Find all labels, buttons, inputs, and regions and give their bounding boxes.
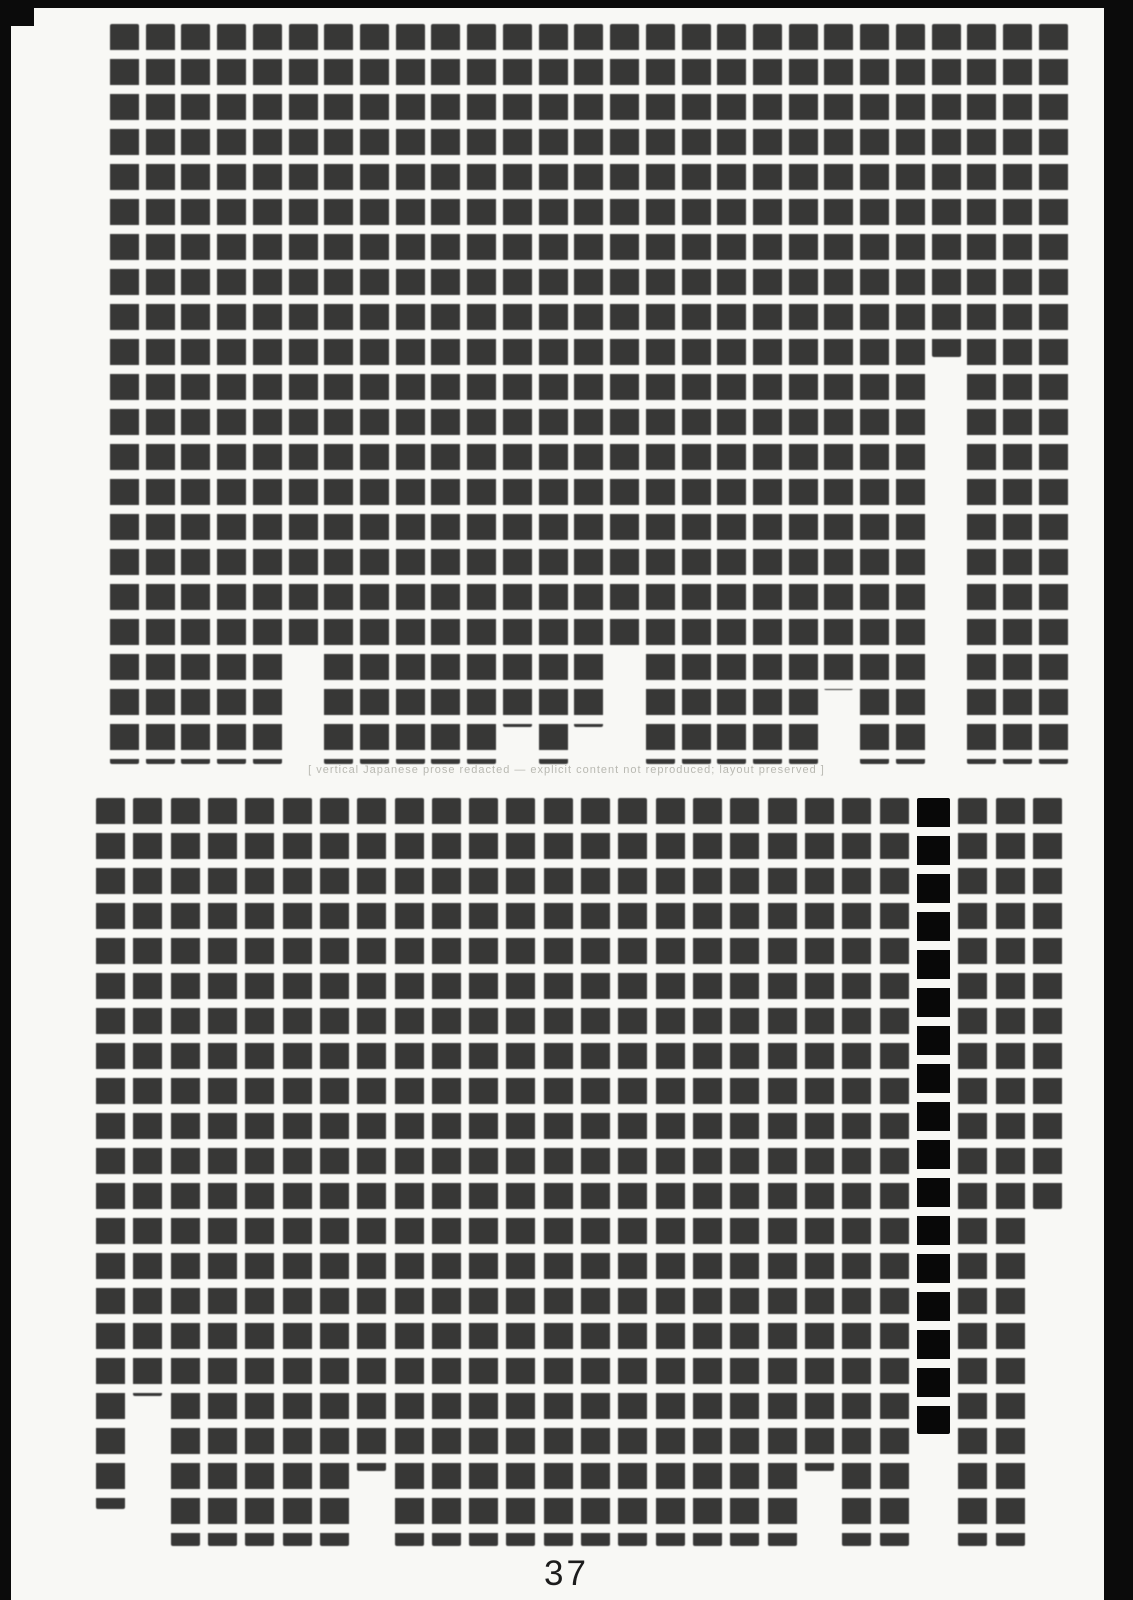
text-column-redacted [544, 798, 573, 1546]
redaction-notice: [ vertical Japanese prose redacted — explicit content not reproduced; layout preserved ] [308, 764, 825, 776]
text-column-redacted [432, 798, 461, 1546]
text-column-redacted [753, 24, 782, 764]
text-column-redacted [245, 798, 274, 1546]
text-column-redacted [610, 24, 639, 653]
text-column-redacted [360, 24, 389, 764]
text-column-redacted [181, 24, 210, 764]
text-column-redacted [431, 24, 460, 764]
scan-edge-corner [0, 0, 34, 26]
text-column-redacted [730, 798, 759, 1546]
text-column-redacted [967, 24, 996, 764]
text-column-redacted [253, 24, 282, 764]
text-column-redacted [693, 798, 722, 1546]
text-column-redacted [789, 24, 818, 764]
text-column-redacted [133, 798, 162, 1396]
text-column-redacted [208, 798, 237, 1546]
text-block-bottom [96, 798, 1062, 1546]
text-column-redacted [646, 24, 675, 764]
text-column-redacted [682, 24, 711, 764]
text-column-redacted [503, 24, 532, 727]
text-column-redacted [805, 798, 834, 1471]
text-column-redacted [324, 24, 353, 764]
text-column-redacted [574, 24, 603, 727]
text-column-redacted [1003, 24, 1032, 764]
text-column-redacted [618, 798, 647, 1546]
text-column-redacted [880, 798, 909, 1546]
text-column-redacted [217, 24, 246, 764]
text-column-redacted [320, 798, 349, 1546]
text-column-redacted [110, 24, 139, 764]
text-column-redacted [539, 24, 568, 764]
text-column-redacted [469, 798, 498, 1546]
text-column-redacted [357, 798, 386, 1471]
scan-edge-left [0, 0, 11, 1600]
text-column-redacted [289, 24, 318, 653]
text-column-bold-redacted [917, 798, 950, 1434]
text-column-redacted [1039, 24, 1068, 764]
text-column-redacted [581, 798, 610, 1546]
text-column-redacted [842, 798, 871, 1546]
text-column-redacted [467, 24, 496, 764]
text-column-redacted [283, 798, 312, 1546]
text-block-top [110, 24, 1068, 764]
text-column-redacted [996, 798, 1025, 1546]
text-column-redacted [506, 798, 535, 1546]
text-column-redacted [1033, 798, 1062, 1209]
text-column-redacted [717, 24, 746, 764]
text-column-redacted [656, 798, 685, 1546]
text-column-redacted [768, 798, 797, 1546]
scan-edge-top [0, 0, 1133, 8]
page-number: 37 [544, 1554, 589, 1593]
text-column-redacted [96, 798, 125, 1509]
text-column-redacted [171, 798, 200, 1546]
text-column-redacted [932, 24, 961, 357]
text-column-redacted [896, 24, 925, 764]
text-column-redacted [146, 24, 175, 764]
text-column-redacted [395, 798, 424, 1546]
scan-edge-right [1104, 0, 1133, 1600]
text-column-redacted [860, 24, 889, 764]
text-column-redacted [396, 24, 425, 764]
text-column-redacted [824, 24, 853, 690]
text-column-redacted [958, 798, 987, 1546]
